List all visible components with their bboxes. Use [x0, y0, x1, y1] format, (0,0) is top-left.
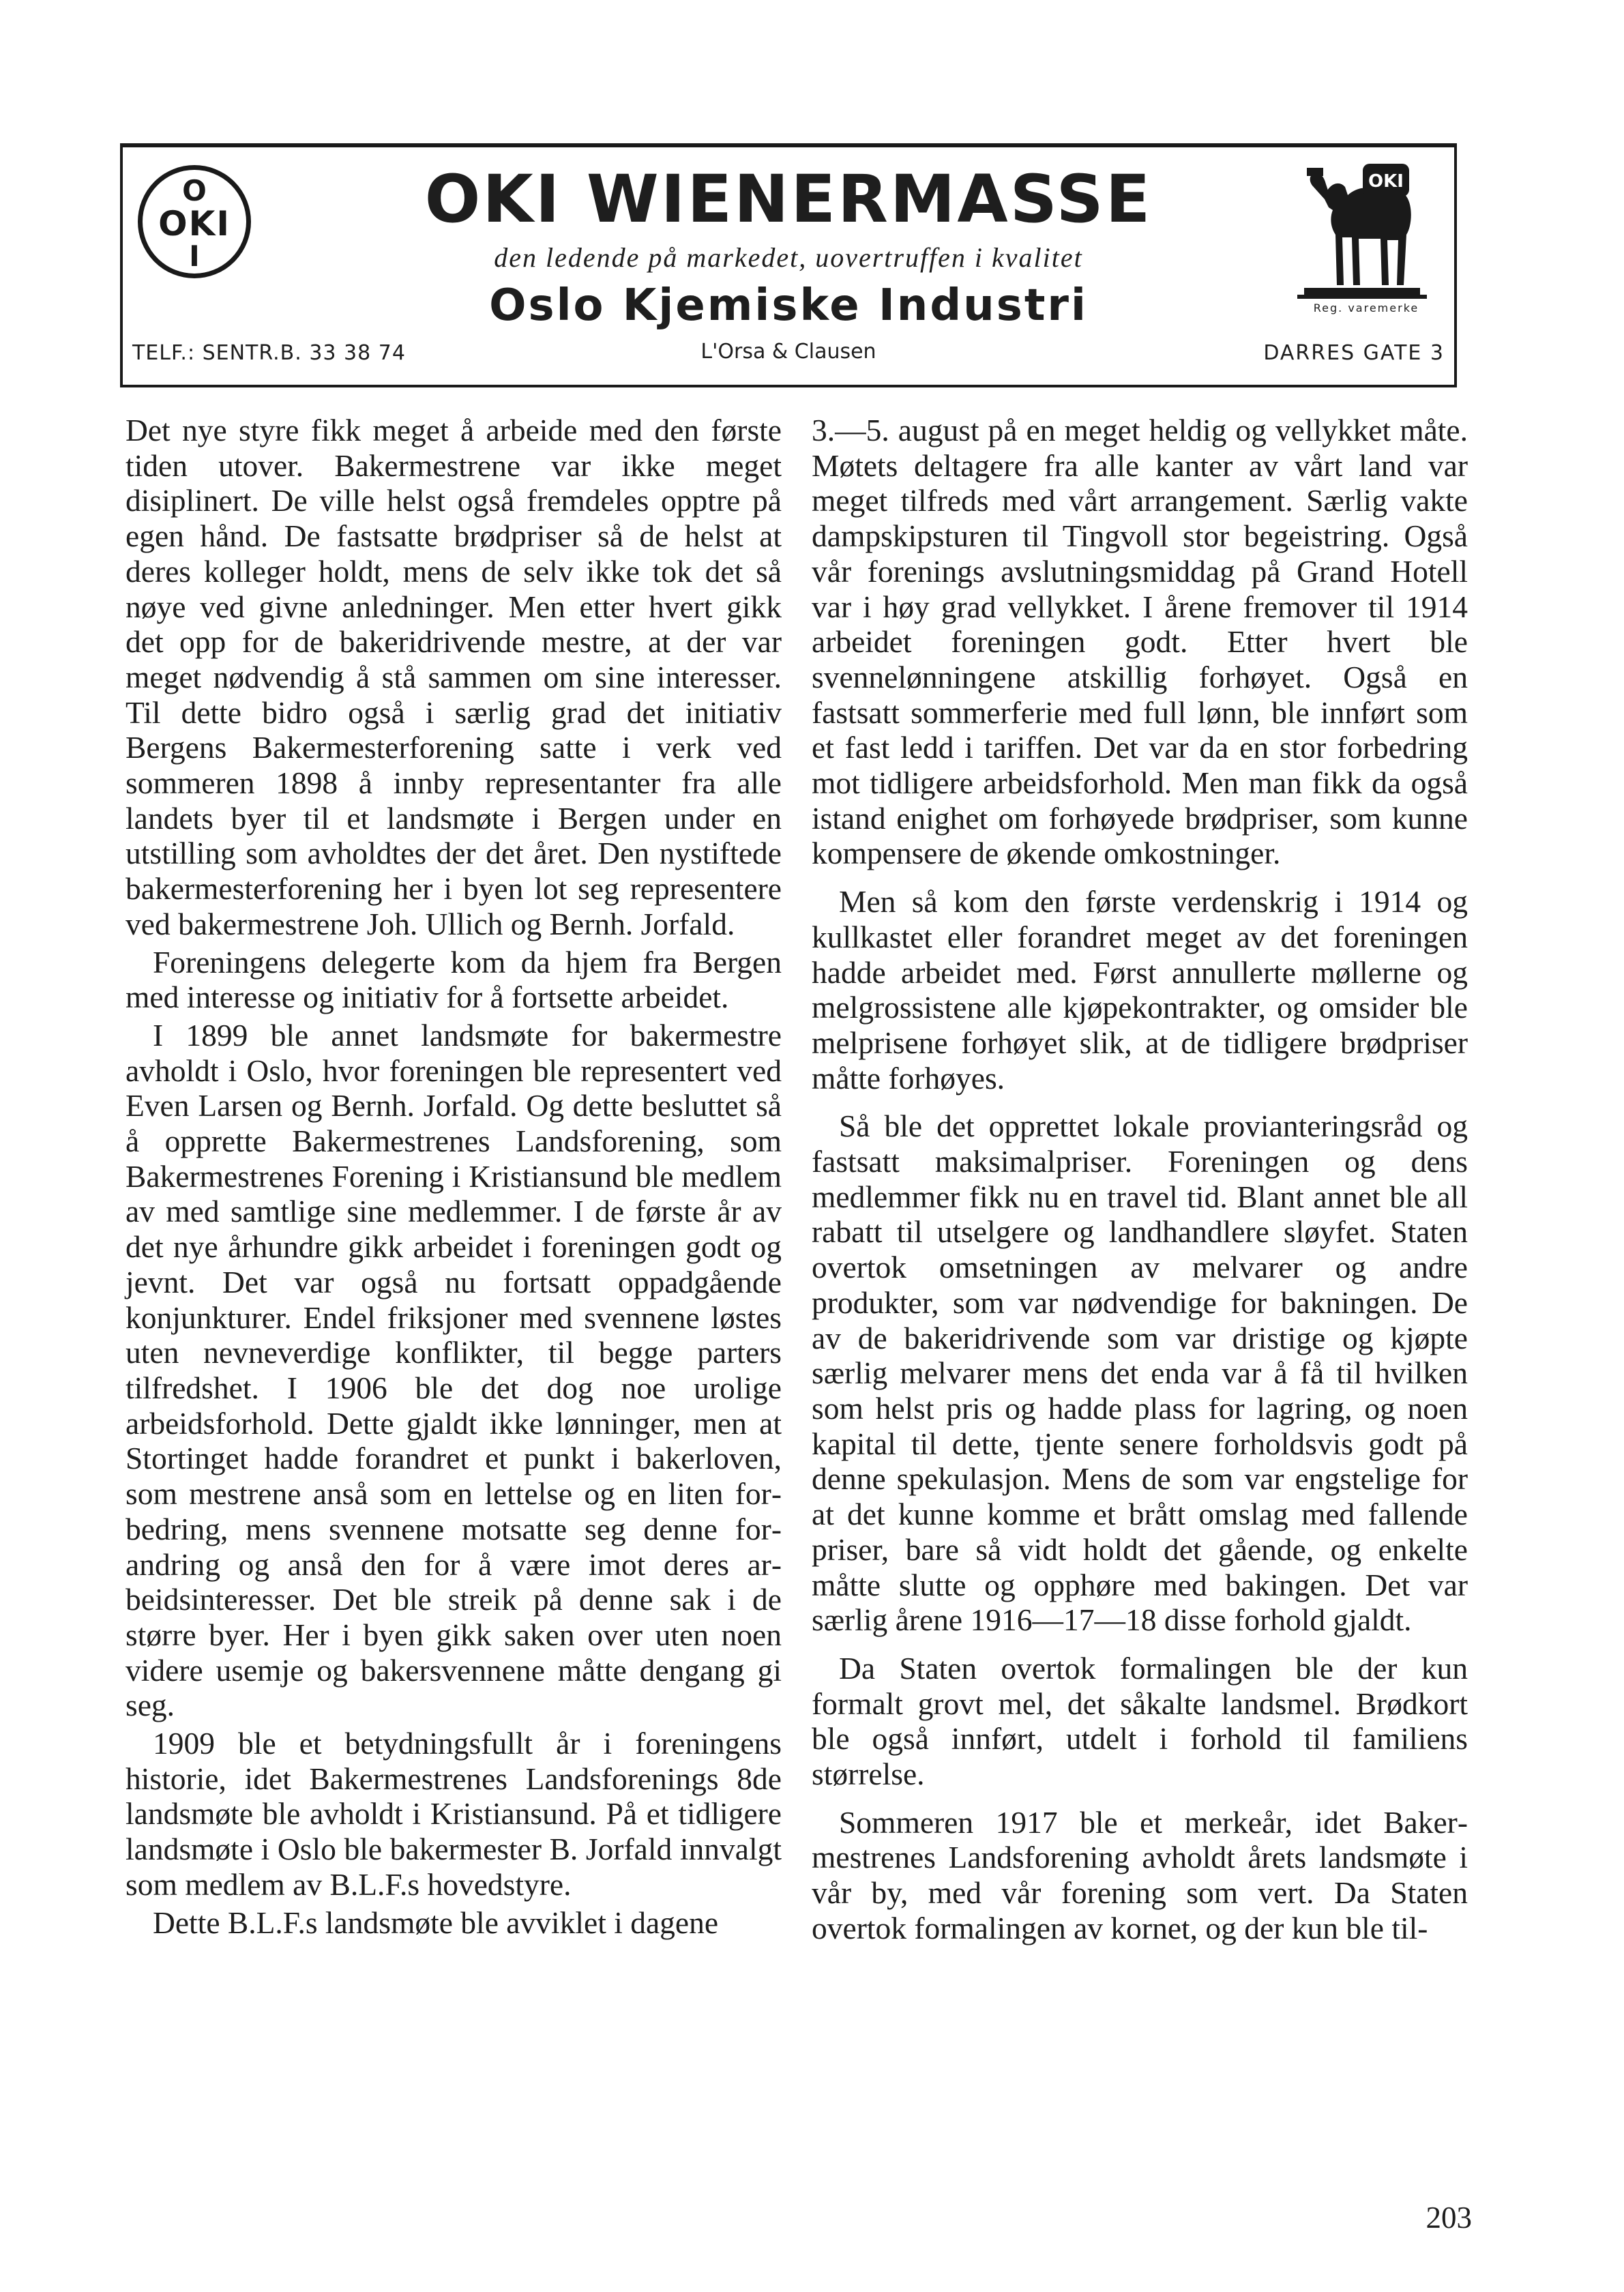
camel-icon	[1297, 158, 1427, 302]
ad-title: OKI WIENERMASSE	[424, 161, 1153, 237]
ad-top-rule	[123, 146, 1454, 147]
paragraph: Da Staten overtok formalingen ble der kun formalt grovt mel, det såkalte landsmel. Brødkort ble også innført, utdelt i forhold til familiens størrelse.	[812, 1650, 1468, 1792]
ad-address: DARRES GATE 3	[1263, 341, 1445, 365]
logo-top-letter: O	[182, 174, 207, 207]
paragraph: Det nye styre fikk meget å arbeide med den første tiden utover. Bakermestrene var ikke meget disiplinert. De ville helst også fremdeles opptre på egen hånd. De fastsatte brødpriser så de helst at deres kolleger holdt, mens de selv ikke tok det så nøye ved givne anledninger. Men etter hvert gikk det opp for de bakeridrivende mestre, at der var meget nødvendig å stå sammen om sine interesser. Til dette bidro også i særlig grad det initiativ Bergens Bakermesterforening satte i verk ved sommeren 1898 å innby representanter fra alle landets byer til et landsmøte i Bergen under en utstilling som avholdtes der det året. Den nystiftede bakermesterforening her i byen lot seg representere ved bakermestrene Joh. Ullich og Bernh. Jorfald.	[126, 413, 782, 941]
paragraph: 1909 ble et betydningsfullt år i foreningens historie, idet Bakermestrenes Landsforenings 8de landsmøte ble avholdt i Kristiansund. På et tidligere landsmøte i Oslo ble bakermester B. Jorfald innvalgt som medlem av B.L.F.s hovedstyre.	[126, 1726, 782, 1902]
ad-owners: L'Orsa & Clausen	[700, 340, 876, 364]
ad-company: Oslo Kjemiske Industri	[489, 280, 1088, 331]
article-column-left	[126, 413, 782, 1940]
paragraph: Så ble det opprettet lokale provianteringsråd og fastsatt maksimalpriser. Foreningen og dens medlemmer fikk nu en travel tid. Blant annet ble all rabatt til utselgere og landhandlere sløyfet. Staten overtok omsetningen av melvarer og andre produkter, som var nødvendige for bakningen. De av de bakeridrivende som var dristige og kjøpte særlig melvarer mens det enda var å få til hvilken som helst pris og hadde plass for lagring, og noen kapital til dette, tjente senere forholdsvis godt på denne spekulasjon. Mens de som var engstelige for at det kunne komme et brått omslag med fallende priser, bare så vidt holdt det gående, og enkelte måtte slutte og opphøre med bakingen. Det var særlig årene 1916—17—18 disse forhold gjaldt.	[812, 1108, 1468, 1638]
trademark-note: Reg. varemerke	[1313, 302, 1419, 314]
article-column-right	[812, 413, 1468, 1946]
paragraph: Sommeren 1917 ble et merkeår, idet Bakermestrenes Landsforening avholdt årets landsmøte i vår by, med vår forening som vert. Da Staten overtok formalingen av kornet, og der kun ble til-	[812, 1804, 1468, 1945]
ad-tagline: den ledende på markedet, uovertruffen i kvalitet	[494, 242, 1083, 273]
paragraph: I 1899 ble annet landsmøte for bakermestre avholdt i Oslo, hvor foreningen ble representert ved Even Larsen og Bernh. Jorfald. Og dette besluttet så å opprette Bakermestrenes Landsforening, som Bakermestrenes Forening i Kristiansund ble medlem av med samtlige sine medlemmer. I de første år av det nye århundre gikk arbeidet i foreningen godt og jevnt. Det var også nu fortsatt oppadgående konjunkturer. Endel friksjoner med svennene løstes uten nevneverdige konflikter, til begge parters tilfredshet. I 1906 ble det dog noe urolige arbeidsforhold. Dette gjaldt ikke lønninger, men at Stortinget hadde forandret et punkt i bakerloven, som mestrene anså som en lettelse og en liten forbedring, mens svennene motsatte seg denne forandring og anså den for å være imot deres arbeidsinteresser. Det ble streik på denne sak i de større byer. Her i byen gikk saken over uten noen videre usemje og bakersvennene måtte dengang gi seg.	[126, 1017, 782, 1723]
paragraph: Foreningens delegerte kom da hjem fra Bergen med interesse og initiativ for å fortsette arbeidet.	[126, 944, 782, 1015]
paragraph: Dette B.L.F.s landsmøte ble avviklet i dagene	[153, 1905, 719, 1940]
advertisement	[120, 143, 1457, 387]
paragraph: 3.—5. august på en meget heldig og vellykket måte. Møtets deltagere fra alle kanter av vårt land var meget tilfreds med vårt arrangement. Særlig vakte dampskipsturen til Tingvoll stor begeistring. Også vår forenings avslutningsmiddag på Grand Hotell var i høy grad vellykket. I årene fremover til 1914 arbeidet foreningen godt. Etter hvert ble svennelønningene atskillig forhøyet. Også en fastsatt sommerferie med full lønn, ble innført som et fast ledd i tariffen. Det var da en stor forbedring mot tidligere arbeidsforhold. Men man fikk da også istand enighet om forhøyede brødpriser, som kunne kompensere de økende omkostninger.	[812, 413, 1468, 871]
logo-middle-text: OKI	[158, 204, 231, 244]
logo-bottom-letter: I	[189, 239, 200, 273]
ad-phone: TELF.: SENTR.B. 33 38 74	[132, 341, 406, 365]
paragraph: Men så kom den første verdenskrig i 1914 og kullkastet eller forandret meget av det foreningen hadde arbeidet med. Først annullerte møllerne og melgrossistene alle kjøpekontrakter, og omsider ble melprisene forhøyet slik, at de tidligere brødpriser måtte forhøyes.	[812, 884, 1468, 1096]
camel-label: OKI	[1368, 171, 1404, 192]
page-number: 203	[1426, 2201, 1472, 2235]
